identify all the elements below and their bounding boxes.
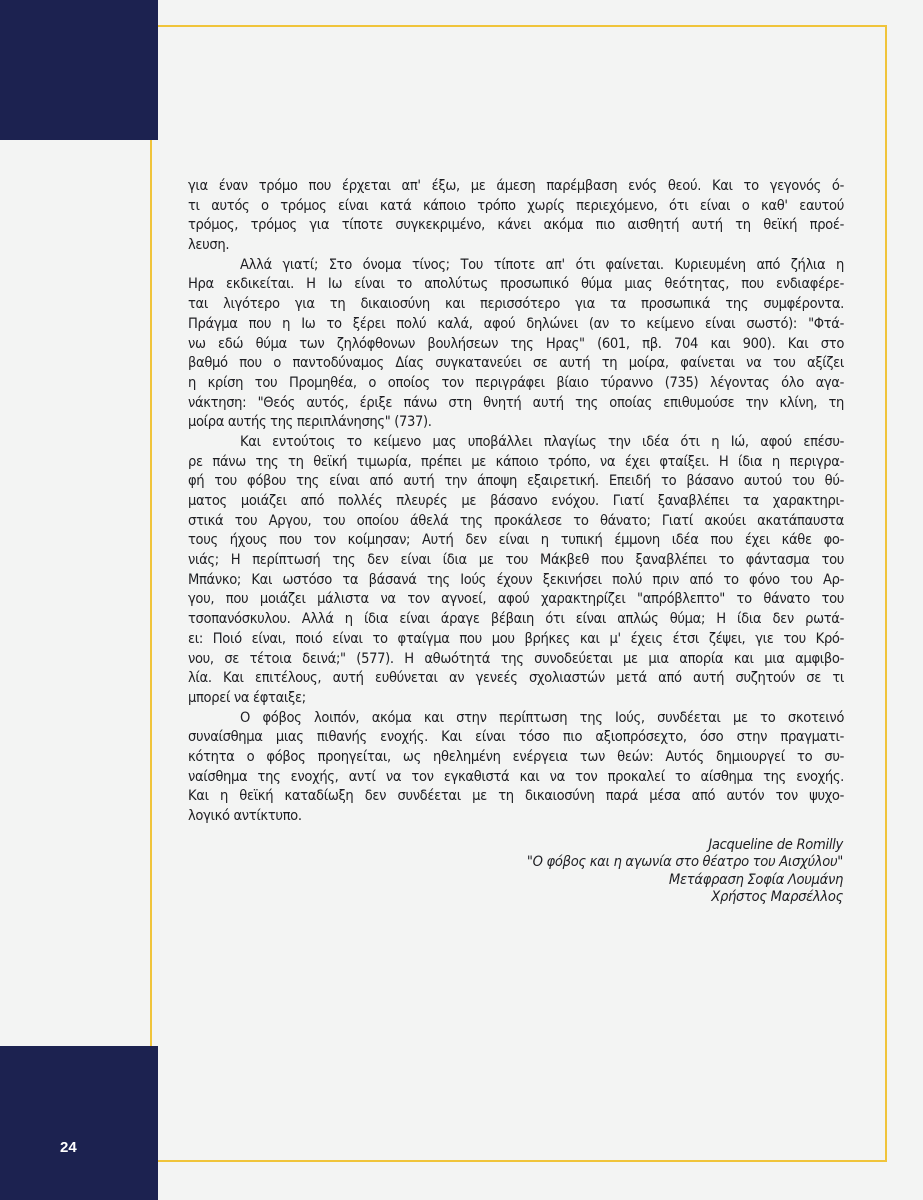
text-line: για έναν τρόμο που έρχεται απ' έξω, με άμεση παρέμβαση ενός θεού. Και το γεγονός ό-: [188, 177, 844, 194]
text-line: Και εντούτοις το κείμενο μας υποβάλλει πλαγίως την ιδέα ότι η Ιώ, αφού επέσυ-: [240, 432, 844, 450]
text-line: ται λιγότερο για τη δικαιοσύνη και περισσότερο για τα προσωπικά της συμφέροντα.: [188, 295, 844, 313]
corner-block-bottom: [0, 1046, 158, 1200]
text-line: Μπάνκο; Και ωστόσο τα βάσανά της Ιούς έχουν ξεκινήσει πολύ πριν από το φόνο του Αρ-: [188, 570, 844, 588]
signature-block: [527, 836, 843, 906]
text-line: ρε πάνω της τη θεϊκή τιμωρία, πρέπει με κάποιο τρόπο, να έχει φταίξει. Η ίδια η περιγρα-: [188, 452, 844, 470]
text-line: μπορεί να έφταιξε;: [188, 688, 306, 706]
text-line: τους ήχους που τον κοίμησαν; Αυτή δεν είναι η τυπική έμμονη ιδέα που έχει κάθε φο-: [188, 531, 844, 549]
text-line: κότητα ο φόβος προηγείται, ως ηθελημένη ενέργεια των θεών: Αυτός δημιουργεί το συ-: [188, 747, 844, 765]
text-line: στικά του Αργου, του οποίου άθελά της προκάλεσε το θάνατο; Γιατί ακούει ακατάπαυστα: [188, 511, 844, 529]
text-line: λογικό αντίκτυπο.: [188, 807, 302, 824]
paragraph: [188, 255, 844, 432]
author: Jacqueline de Romilly: [708, 836, 843, 853]
translator: Μετάφραση Σοφία Λουμάνη: [668, 870, 843, 888]
text-line: νου, σε τέτοια δεινά;" (577). Η αθωότητά της συνοδεύεται με μια απορία και μια αμφιβο-: [188, 649, 844, 667]
text-line: τσοπανόσκυλου. Αλλά η ίδια είναι άραγε βέβαιη ότι είναι απλώς θύμα; Η ίδια δεν ρωτά-: [188, 610, 844, 628]
text-line: Αλλά γιατί; Στο όνομα τίνος; Του τίποτε απ' ότι φαίνεται. Κυριευμένη από ζήλια η: [240, 255, 844, 273]
text-line: νω εδώ θύμα των ζηλόφθονων βουλήσεων της Ηρας" (601, πβ. 704 και 900). Και στο: [188, 334, 844, 352]
text-line: ναίσθημα της ενοχής, αντί να τον εγκαθιστά και να τον προκαλεί το αίσθημα της ενοχής.: [188, 767, 844, 785]
text-line: Ο φόβος λοιπόν, ακόμα και στην περίπτωση της Ιούς, συνδέεται με το σκοτεινό: [240, 708, 844, 726]
work-title: "Ο φόβος και η αγωνία στο θέατρο του Αισχύλου": [526, 853, 843, 871]
text-line: η κρίση του Προμηθέα, ο οποίος τον περιγράφει βίαιο τύραννο (735) λέγοντας όλο αγα-: [188, 373, 844, 391]
text-line: μοίρα αυτής της περιπλάνησης" (737).: [188, 413, 432, 431]
text-line: λευση.: [188, 236, 230, 254]
text-line: τρόμος, τρόμος για τίποτε συγκεκριμένο, κάνει ακόμα πιο αισθητή αυτή τη θεϊκή προέ-: [188, 216, 844, 234]
text-line: νιάς; Η περίπτωσή της δεν είναι ίδια με του Μάκβεθ που ξαναβλέπει το φάντασμα του: [188, 551, 844, 569]
paragraph: [188, 176, 844, 255]
text-line: νάκτηση: "Θεός αυτός, έριξε πάνω στη θνητή αυτή της οποίας επιθυμούσε την κλίνη, τη: [188, 393, 844, 411]
text-line: ματος μοιάζει από πολλές πλευρές με βάσανο ενόχου. Γιατί ξαναβλέπει τα χαρακτηρι-: [188, 492, 844, 509]
text-line: Και η θεϊκή καταδίωξη δεν συνδέεται με τη δικαιοσύνη παρά μέσα από αυτόν τον ψυχο-: [188, 787, 844, 805]
corner-block-top: [0, 0, 158, 140]
text-line: τι αυτός ο τρόμος είναι κατά κάποιο τρόπο χωρίς περιεχόμενο, ότι είναι ο καθ' εαυτού: [188, 196, 844, 214]
article-body: [188, 176, 844, 826]
page-number: 24: [60, 1139, 77, 1156]
paragraph: [188, 432, 844, 708]
text-line: γου, που μοιάζει μάλιστα να τον αγνοεί, αφού χαρακτηρίζει "απρόβλεπτο" το θάνατο του: [188, 590, 844, 608]
text-line: Ηρα εκδικείται. Η Ιω είναι το απολύτως προσωπικό θύμα μιας θεότητας, που ενδιαφέρε-: [188, 275, 844, 293]
text-line: Πράγμα που η Ιω το ξέρει πολύ καλά, αφού δηλώνει (αν το κείμενο είναι σωστό): "Φτά-: [188, 314, 844, 332]
paragraph: [188, 708, 844, 826]
text-line: φή του φόβου της είναι από αυτή την άποψη εξαιρετική. Επειδή το βάσανο αυτού του θύ-: [188, 472, 844, 490]
translator-2: Χρήστος Μαρσέλλος: [711, 888, 843, 906]
text-line: λία. Και επιτέλους, αυτή ευθύνεται αν γενεές σχολιαστών μετά από αυτή συζητούν σε τι: [188, 669, 844, 687]
text-line: ει: Ποιό είναι, ποιό είναι το φταίγμα που μου βρήκες και μ' έχεις έτσι ζέψει, γιε του Κρό-: [188, 629, 844, 647]
text-line: βαθμό που ο παντοδύναμος Δίας συγκατανεύει σε αυτή τη μοίρα, φαίνεται να του αξίζει: [188, 354, 844, 372]
text-line: συναίσθημα μιας πιθανής ενοχής. Και είναι τόσο πιο αξιοπρόσεχτο, όσο στην πραγματι-: [188, 728, 844, 746]
